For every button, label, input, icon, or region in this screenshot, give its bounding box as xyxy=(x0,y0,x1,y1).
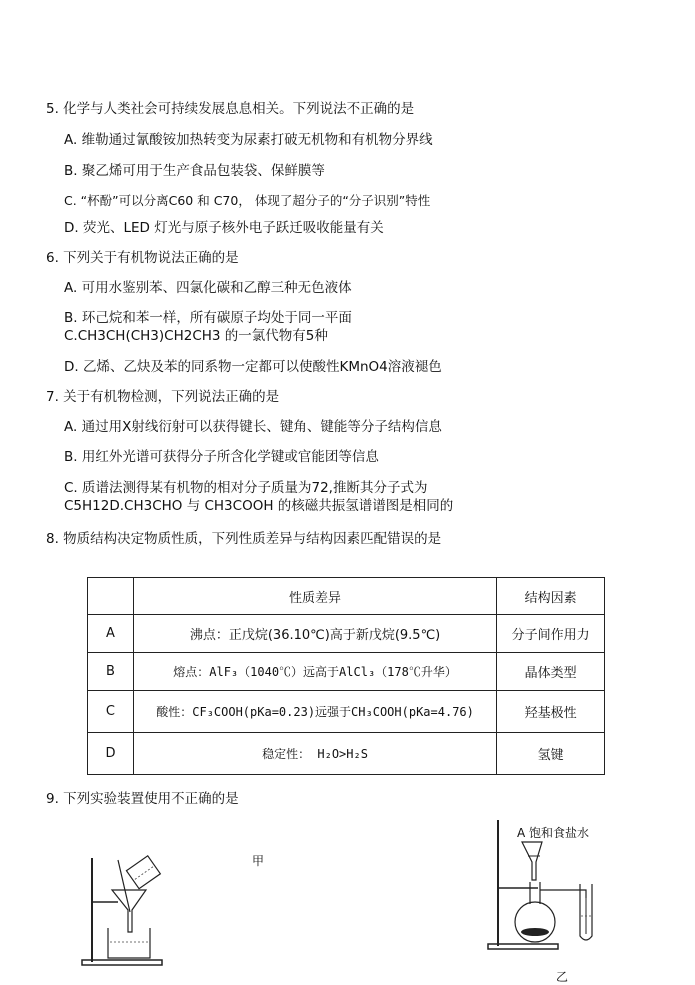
row-factor: 晶体类型 xyxy=(497,653,605,691)
table-row xyxy=(88,691,605,733)
q5-stem: 5. 化学与人类社会可持续发展息息相关。下列说法不正确的是 xyxy=(46,101,415,117)
row-factor: 羟基极性 xyxy=(497,691,605,733)
q5-option-d: D. 荧光、LED 灯光与原子核外电子跃迁吸收能量有关 xyxy=(64,220,384,236)
q9-stem: 9. 下列实验装置使用不正确的是 xyxy=(46,791,239,807)
q8-stem: 8. 物质结构决定物质性质，下列性质差异与结构因素匹配错误的是 xyxy=(46,531,442,547)
q5-option-c: C. “杯酚”可以分离C60 和 C70， 体现了超分子的“分子识别”特性 xyxy=(64,193,431,208)
q5-option-a: A. 维勒通过氰酸铵加热转变为尿素打破无机物和有机物分界线 xyxy=(64,132,433,148)
row-option: A xyxy=(88,615,134,653)
figure-label-a-saturated-brine: A 饱和食盐水 xyxy=(517,826,590,840)
q7-stem: 7. 关于有机物检测，下列说法正确的是 xyxy=(46,389,280,405)
q6-option-d: D. 乙烯、乙炔及苯的同系物一定都可以使酸性KMnO4溶液褪色 xyxy=(64,359,442,375)
table-header-cell: 结构因素 xyxy=(497,578,605,615)
q5-option-b: B. 聚乙烯可用于生产食品包装袋、保鲜膜等 xyxy=(64,163,325,179)
row-option: D xyxy=(88,733,134,775)
q6-option-c: C.CH3CH(CH3)CH2CH3 的一氯代物有5种 xyxy=(64,328,328,344)
table-header-row xyxy=(88,578,605,615)
figure-label-jia: 甲 xyxy=(252,854,265,868)
row-factor: 氢键 xyxy=(497,733,605,775)
q6-option-b: B. 环己烷和苯一样，所有碳原子均处于同一平面 xyxy=(64,310,352,326)
table-row xyxy=(88,653,605,691)
table-row xyxy=(88,615,605,653)
property-structure-table xyxy=(87,577,605,775)
q7-option-b: B. 用红外光谱可获得分子所含化学键或官能团等信息 xyxy=(64,449,379,465)
row-property: 稳定性： H₂O>H₂S xyxy=(133,733,496,775)
q6-stem: 6. 下列关于有机物说法正确的是 xyxy=(46,250,239,266)
filtration-apparatus-figure xyxy=(80,850,170,968)
figure-label-bottom: 乙 xyxy=(556,970,569,984)
row-property: 熔点：AlF₃（1040℃）远高于AlCl₃（178℃升华） xyxy=(133,653,496,691)
q7-option-c-line1: C. 质谱法测得某有机物的相对分子质量为72,推断其分子式为 xyxy=(64,480,428,496)
q7-option-a: A. 通过用X射线衍射可以获得键长、键角、键能等分子结构信息 xyxy=(64,419,442,435)
table-row xyxy=(88,733,605,775)
row-option: C xyxy=(88,691,134,733)
q6-option-a: A. 可用水鉴别苯、四氯化碳和乙醇三种无色液体 xyxy=(64,280,352,296)
row-factor: 分子间作用力 xyxy=(497,615,605,653)
q7-option-c-line2: C5H12D.CH3CHO 与 CH3COOH 的核磁共振氢谱谱图是相同的 xyxy=(64,498,454,514)
row-property: 酸性：CF₃COOH(pKa=0.23)远强于CH₃COOH(pKa=4.76) xyxy=(133,691,496,733)
table-header-cell: 性质差异 xyxy=(133,578,496,615)
row-property: 沸点：正戊烷(36.10℃)高于新戊烷(9.5℃) xyxy=(133,615,496,653)
row-option: B xyxy=(88,653,134,691)
table-header-cell xyxy=(88,578,134,615)
